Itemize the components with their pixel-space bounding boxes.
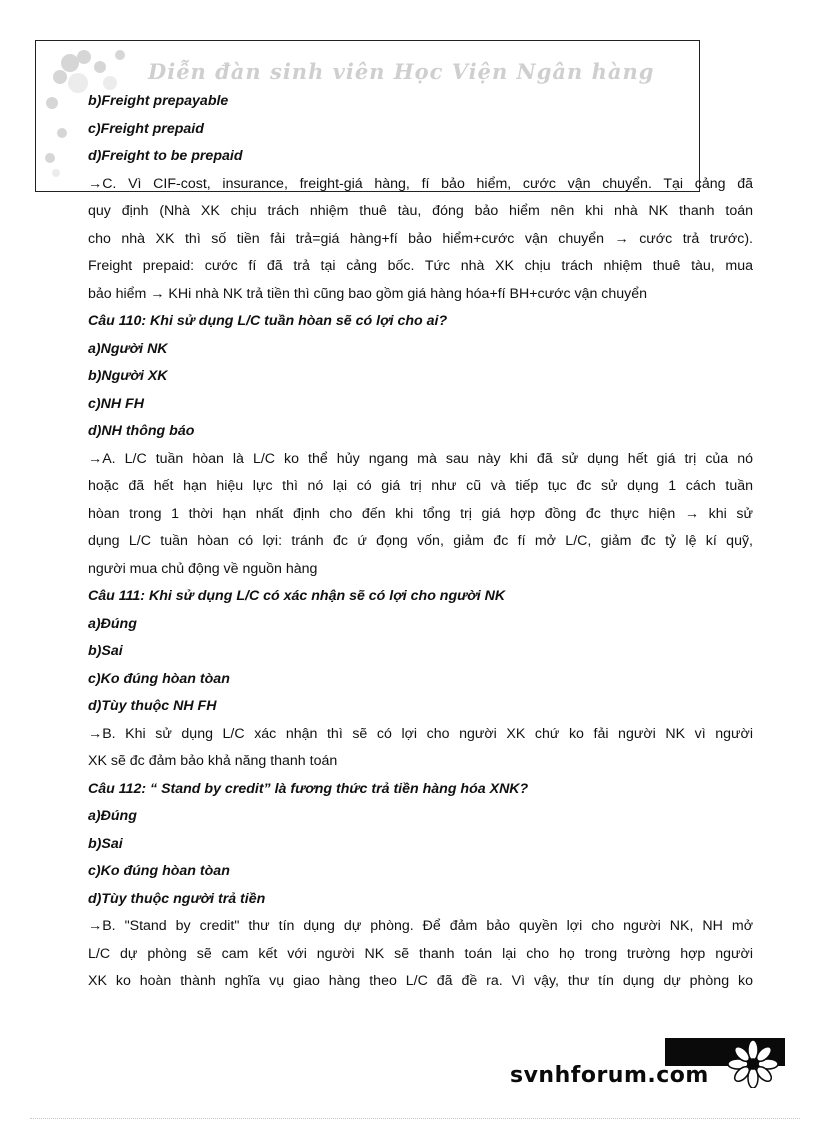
- line-text: b)Người XK: [88, 368, 168, 384]
- line-text: hoặc đã hết hạn hiệu lực thì nó lại có giá trị như cũ và tiếp tục đc sử dụng 1 cách tuần: [88, 478, 753, 494]
- question-or-option-line: [88, 336, 753, 364]
- answer-text-line: [88, 501, 753, 529]
- line-text: Freight prepaid: cước fí đã trả tại cảng bốc. Tức nhà XK chịu trách nhiệm thuê tàu, mua: [88, 258, 753, 274]
- question-or-option-line: [88, 611, 753, 639]
- arrow-icon: →: [88, 725, 103, 742]
- line-text: bảo hiểm → KHi nhà NK trả tiền thì cũng bao gồm giá hàng hóa+fí BH+cước vận chuyển: [88, 285, 648, 302]
- question-or-option-line: [88, 88, 753, 116]
- footer-logo-text: svnhforum.com: [510, 1063, 709, 1088]
- question-or-option-line: [88, 418, 753, 446]
- line-text: b)Sai: [88, 835, 123, 852]
- question-or-option-line: [88, 308, 753, 336]
- line-text: Câu 112: “ Stand by credit” là fương thức trả tiền hàng hóa XNK?: [88, 780, 529, 797]
- line-text: d)Freight to be prepaid: [88, 148, 243, 164]
- answer-text-line: [88, 226, 753, 254]
- answer-text-line: [88, 446, 753, 474]
- line-text: Câu 111: Khi sử dụng L/C có xác nhận sẽ có lợi cho người NK: [88, 588, 506, 604]
- line-text: c)Freight prepaid: [88, 120, 204, 137]
- line-text: d)Tùy thuộc người trả tiền: [88, 890, 266, 907]
- document-body: [88, 88, 753, 996]
- answer-text-line: [88, 941, 753, 969]
- question-or-option-line: [88, 831, 753, 859]
- line-text: a)Đúng: [88, 808, 137, 824]
- answer-text-line: [88, 198, 753, 226]
- answer-text-line: [88, 253, 753, 281]
- line-text: Câu 110: Khi sử dụng L/C tuần hòan sẽ có lợi cho ai?: [88, 313, 448, 329]
- arrow-icon: →: [88, 450, 103, 467]
- line-text: cho nhà XK thì số tiền fải trả=giá hàng+fí bảo hiểm+cước vận chuyển → cước trả trước).: [88, 230, 753, 247]
- answer-text-line: [88, 171, 753, 199]
- question-or-option-line: [88, 143, 753, 171]
- line-text: c)Ko đúng hòan tòan: [88, 863, 230, 879]
- question-or-option-line: [88, 363, 753, 391]
- answer-text-line: [88, 473, 753, 501]
- question-or-option-line: [88, 116, 753, 144]
- answer-text-line: [88, 913, 753, 941]
- line-text: B. "Stand by credit" thư tín dụng dự phòng. Để đảm bảo quyền lợi cho người NK, NH mở: [102, 918, 753, 934]
- question-or-option-line: [88, 858, 753, 886]
- question-or-option-line: [88, 776, 753, 804]
- line-text: d)NH thông báo: [88, 423, 195, 439]
- arrow-icon: →: [88, 175, 103, 192]
- line-text: quy định (Nhà XK chịu trách nhiệm thuê tàu, đóng bảo hiểm nên khi nhà NK thanh toán: [88, 203, 753, 219]
- answer-text-line: [88, 528, 753, 556]
- line-text: B. Khi sử dụng L/C xác nhận thì sẽ có lợi cho người XK chứ ko fải người NK vì người: [102, 725, 753, 742]
- question-or-option-line: [88, 666, 753, 694]
- question-or-option-line: [88, 803, 753, 831]
- line-text: b)Freight prepayable: [88, 93, 229, 109]
- forum-header-title: Diễn đàn sinh viên Học Viện Ngân hàng: [148, 59, 655, 84]
- line-text: A. L/C tuần hòan là L/C ko thể hủy ngang mà sau này khi đã sử dụng hết giá trị của nó: [102, 450, 753, 467]
- line-text: c)NH FH: [88, 395, 144, 412]
- question-or-option-line: [88, 638, 753, 666]
- answer-text-line: [88, 556, 753, 584]
- answer-text-line: [88, 281, 753, 309]
- line-text: người mua chủ động về nguồn hàng: [88, 560, 318, 577]
- line-text: dụng L/C tuần hòan có lợi: tránh đc ứ đọng vốn, giảm đc fí mở L/C, giảm đc tỷ lệ kí quỹ,: [88, 533, 753, 549]
- line-text: hòan trong 1 thời hạn nhất định cho đến khi tổng trị giá hợp đồng đc thực hiện → khi sử: [88, 505, 753, 522]
- line-text: C. Vì CIF-cost, insurance, freight-giá hàng, fí bảo hiểm, cước vận chuyển. Tại cảng đã: [102, 175, 753, 192]
- line-text: L/C dự phòng sẽ cam kết với người NK sẽ thanh toán lại cho họ trong trường hợp người: [88, 945, 753, 962]
- question-or-option-line: [88, 583, 753, 611]
- line-text: d)Tùy thuộc NH FH: [88, 698, 217, 714]
- line-text: a)Người NK: [88, 340, 168, 357]
- answer-text-line: [88, 968, 753, 996]
- page-bottom-dotted-rule: [30, 1118, 800, 1119]
- answer-text-line: [88, 748, 753, 776]
- question-or-option-line: [88, 886, 753, 914]
- line-text: a)Đúng: [88, 615, 137, 632]
- line-text: XK ko hoàn thành nghĩa vụ giao hàng theo L/C đã đề ra. Vì vậy, thư tín dụng dự phòng ko: [88, 973, 753, 989]
- question-or-option-line: [88, 693, 753, 721]
- arrow-icon: →: [88, 918, 103, 934]
- line-text: c)Ko đúng hòan tòan: [88, 670, 230, 687]
- answer-text-line: [88, 721, 753, 749]
- question-or-option-line: [88, 391, 753, 419]
- line-text: b)Sai: [88, 643, 123, 659]
- flower-logo-icon: [720, 1040, 786, 1088]
- line-text: XK sẽ đc đảm bảo khả năng thanh toán: [88, 753, 338, 769]
